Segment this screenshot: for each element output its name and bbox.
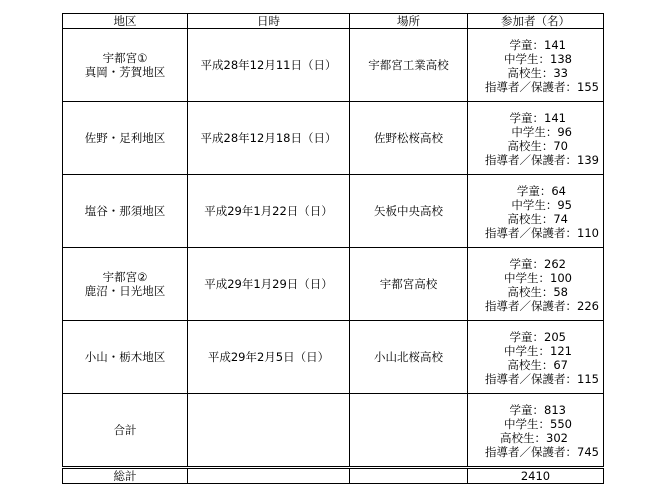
area-line: 塩谷・那須地区	[84, 204, 166, 218]
date-cell: 平成29年1月29日（日）	[188, 248, 350, 321]
place-cell	[350, 394, 468, 468]
count-children: 学童：813	[509, 403, 566, 417]
participants-cell	[468, 248, 604, 321]
count-junior-high: 中学生：96	[511, 125, 572, 139]
count-leaders-guardians: 指導者／保護者：155	[485, 80, 599, 94]
header-area: 地区	[63, 14, 188, 29]
participants-cell	[468, 394, 604, 468]
grand-total-empty	[188, 468, 350, 484]
place-cell: 宇都宮高校	[350, 248, 468, 321]
count-high-school: 高校生：33	[507, 66, 568, 80]
count-high-school: 高校生：58	[507, 285, 568, 299]
count-junior-high: 中学生：121	[504, 344, 572, 358]
participants-table	[62, 13, 604, 484]
table-row	[63, 175, 604, 248]
count-high-school: 高校生：70	[507, 139, 568, 153]
place-cell: 佐野松桜高校	[350, 102, 468, 175]
subtotal-row	[63, 394, 604, 468]
count-leaders-guardians: 指導者／保護者：110	[485, 226, 599, 240]
count-junior-high: 中学生：138	[504, 52, 572, 66]
area-cell	[63, 248, 188, 321]
area-line: 宇都宮②	[102, 270, 148, 284]
place-cell: 小山北桜高校	[350, 321, 468, 394]
count-leaders-guardians: 指導者／保護者：745	[485, 445, 599, 459]
participants-cell	[468, 102, 604, 175]
area-cell	[63, 175, 188, 248]
count-high-school: 高校生：302	[500, 431, 568, 445]
header-date: 日時	[188, 14, 350, 29]
area-cell	[63, 102, 188, 175]
participants-cell	[468, 321, 604, 394]
area-cell	[63, 394, 188, 468]
area-line: 宇都宮①	[102, 51, 148, 65]
date-cell: 平成28年12月11日（日）	[188, 29, 350, 102]
grand-total-row	[63, 468, 604, 484]
area-line: 佐野・足利地区	[84, 131, 166, 145]
area-line: 真岡・芳賀地区	[84, 65, 166, 79]
count-children: 学童：141	[509, 111, 566, 125]
table-row	[63, 321, 604, 394]
participants-cell	[468, 29, 604, 102]
count-leaders-guardians: 指導者／保護者：139	[485, 153, 599, 167]
count-children: 学童：262	[509, 257, 566, 271]
date-cell: 平成28年12月18日（日）	[188, 102, 350, 175]
grand-total-label: 総計	[63, 468, 188, 484]
date-cell: 平成29年1月22日（日）	[188, 175, 350, 248]
count-junior-high: 中学生：100	[504, 271, 572, 285]
date-cell	[188, 394, 350, 468]
count-children: 学童：141	[509, 38, 566, 52]
table-header-row	[63, 14, 604, 29]
area-line: 小山・栃木地区	[84, 350, 166, 364]
area-line: 鹿沼・日光地区	[84, 284, 166, 298]
header-participants: 参加者（名）	[468, 14, 604, 29]
date-cell: 平成29年2月5日（日）	[188, 321, 350, 394]
grand-total-value: 2410	[468, 468, 604, 484]
area-cell	[63, 29, 188, 102]
participants-cell	[468, 175, 604, 248]
grand-total-empty	[350, 468, 468, 484]
table-row	[63, 102, 604, 175]
place-cell: 矢板中央高校	[350, 175, 468, 248]
count-high-school: 高校生：74	[507, 212, 568, 226]
table-row	[63, 29, 604, 102]
count-leaders-guardians: 指導者／保護者：115	[485, 372, 599, 386]
area-cell	[63, 321, 188, 394]
count-leaders-guardians: 指導者／保護者：226	[485, 299, 599, 313]
table-row	[63, 248, 604, 321]
subtotal-label: 合計	[113, 423, 137, 437]
count-children: 学童：205	[509, 330, 566, 344]
count-junior-high: 中学生：550	[504, 417, 572, 431]
count-high-school: 高校生：67	[507, 358, 568, 372]
header-place: 場所	[350, 14, 468, 29]
count-children: 学童：64	[516, 184, 566, 198]
count-junior-high: 中学生：95	[511, 198, 572, 212]
place-cell: 宇都宮工業高校	[350, 29, 468, 102]
